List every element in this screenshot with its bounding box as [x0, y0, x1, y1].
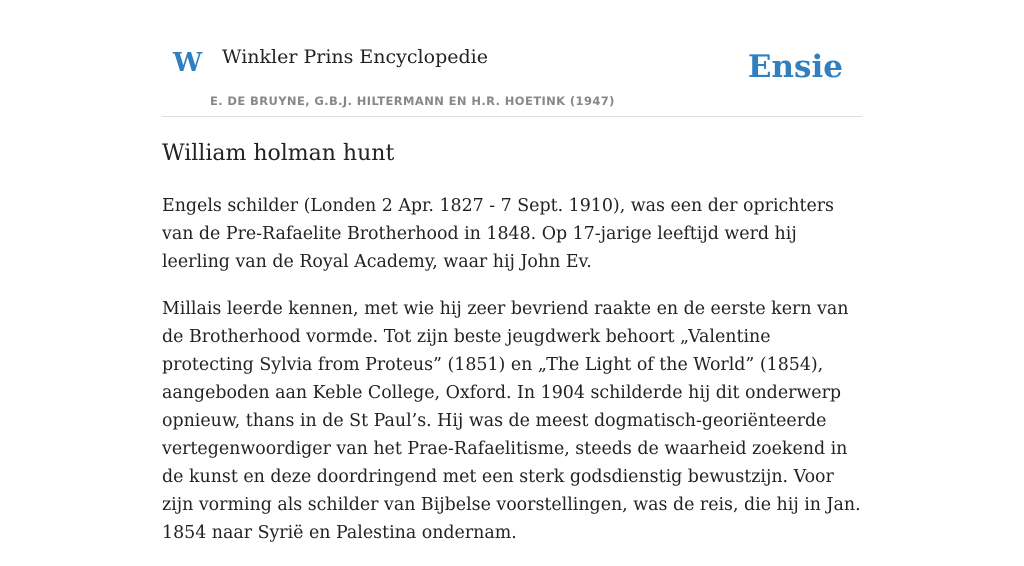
site-header — [162, 0, 862, 117]
authors-line: E. DE BRUYNE, G.B.J. HILTERMANN EN H.R. HOETINK (1947) — [210, 94, 615, 108]
site-title[interactable]: Winkler Prins Encyclopedie — [222, 46, 488, 68]
brand-logo[interactable]: Ensie — [747, 49, 843, 85]
article-paragraph: Engels schilder (Londen 2 Apr. 1827 - 7 Sept. 1910), was een der oprichters van de Pre-Rafaelite Brotherhood in 1848. Op 17-jarige leeftijd werd hij leerling van de Royal Academy, waar hij John Ev. — [162, 196, 834, 272]
article-title: William holman hunt — [162, 141, 395, 166]
logo-icon[interactable]: W — [173, 48, 203, 78]
article-body — [162, 192, 862, 566]
article-paragraph: Millais leerde kennen, met wie hij zeer bevriend raakte en de eerste kern van de Brotherhood vormde. Tot zijn beste jeugdwerk behoort „Valentine protecting Sylvia from Proteus” (1851) en „The Light of the World” (1854), aangeboden aan Keble College, Oxford. In 1904 schilderde hij dit onderwerp opnieuw, thans in de St Paul’s. Hij was de meest dogmatisch-georiënteerde vertegenwoordiger van het Prae-Rafaelitisme, steeds de waarheid zoekend in de kunst en deze doordringend met een sterk godsdienstig bewustzijn. Voor zijn vorming als schilder van Bijbelse voorstellingen, was de reis, die hij in Jan. 1854 naar Syrië en Palestina ondernam. — [162, 299, 861, 543]
